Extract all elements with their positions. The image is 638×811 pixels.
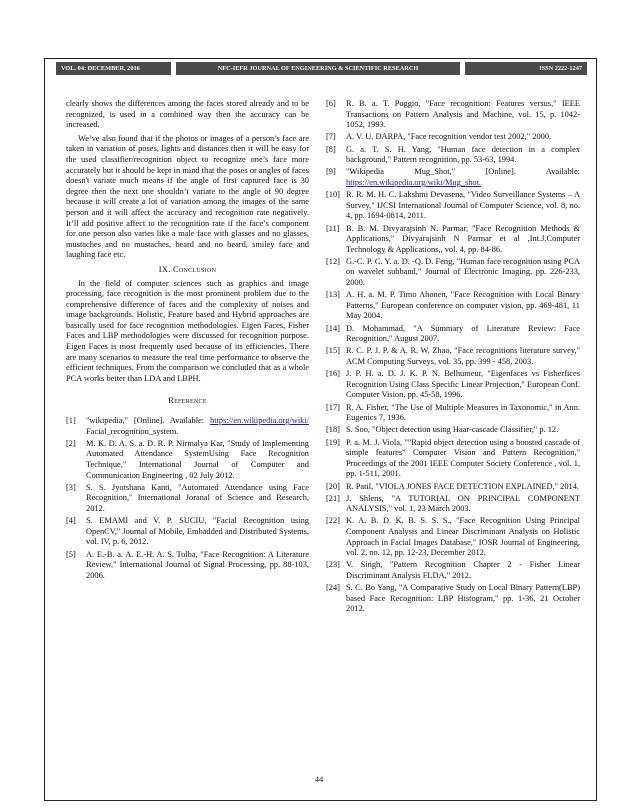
reference-citation: "Wikipedia Mug_Shot," [Online]. Available: (346, 167, 580, 177)
reference-item (326, 425, 580, 436)
reference-citation: B. B. M. Divyarajsinh N. Parmar, "Face Recognition Methods & Applications," Divyarajsinh N Parmar et al ,Int.J.Computer Technology & Applications,, vol. 4, pp. 84-86. (346, 223, 580, 254)
section-heading-reference: Reference (168, 396, 207, 406)
reference-citation: M. K. D. A. S. a. D. R. P. Nirmalya Kar, "Study of Implementing Automated Attendance SystemUsing Face Recognition Technique," International Journal of Computer and Communication Engineering , 02 July 2012. (86, 438, 309, 480)
reference-citation: S. EMAMI and V. P. SUCIU, "Facial Recognition using OpenCV," Journal of Mobile, Embadded and Distributed Systems, vol. IV, p. 6, 2012. (86, 516, 309, 547)
reference-text (346, 560, 580, 581)
reference-item (326, 583, 580, 615)
page-number: 44 (314, 775, 324, 784)
reference-text (86, 550, 309, 582)
reference-citation: A. V. U. DARPA, "Face recognition vendor test 2002," 2000. (346, 132, 552, 142)
reference-number: [17] (326, 402, 340, 412)
reference-citation: V. Singh, "Pattern Recognition Chapter 2 - Fisher Linear Discriminant Analysis FLDA," 2012. (346, 560, 580, 581)
reference-link[interactable]: https://en.wikipedia.org/wiki/ (210, 416, 309, 426)
reference-item (326, 346, 580, 367)
reference-citation: J. Shlens, "A TUTORIAL ON PRINCIPAL COMPONENT ANALYSIS," vol. 1, 23 March 2003. (346, 493, 580, 514)
conclusion-paragraph: In the field of computer sciences such as graphics and image processing, face recognition is the most prominent problem due to the comprehensive difference of faces and the complexity of noises and image backgrounds. Holistic, Feature based and Hybrid approaches are basically used for face recognition methodologies. Eigen Faces, Fisher Faces and LBP methodologies were discussed for recognition purpose. Eigen Faces is most frequently used because of its efficiencies. There are many scenarios to measure the real time performance to observe the efficient techniques. From the comparison we concluded that as a whole PCA works better than LDA and LBPH. (66, 278, 309, 383)
reference-item (326, 516, 580, 558)
reference-citation: A. E.-B. a. A. E.-H. A. S. Tolba, "Face Recognition: A Literature Review," International Journal of Signal Processing, pp. 88-103, 2006. (86, 549, 309, 580)
reference-citation: S. S. Jyotshana Kanti, "Automated Attendance using Face Recognition," International Joranal of Science and Research, 2012. (86, 482, 309, 513)
reference-item (326, 438, 580, 480)
reference-number: [13] (326, 290, 340, 300)
reference-text (346, 132, 580, 143)
reference-number: [20] (326, 481, 340, 491)
reference-item (326, 167, 580, 188)
reference-text (346, 324, 580, 345)
reference-number: [4] (66, 516, 76, 526)
reference-text (346, 482, 580, 493)
reference-item (326, 145, 580, 166)
reference-number: [8] (326, 144, 336, 154)
reference-number: [6] (326, 99, 336, 108)
reference-number: [3] (66, 482, 76, 492)
reference-item (326, 224, 580, 256)
reference-number: [9] (326, 167, 336, 177)
reference-item (66, 416, 309, 437)
reference-text (346, 583, 580, 615)
reference-text (86, 516, 309, 548)
reference-citation: R. A. Fisher, "The Use of Multiple Measures in Taxonomic," in Ann. Eugenics 7, 1936. (346, 402, 580, 423)
reference-citation: G. a. T. S. H. Yang, "Human face detection in a complex background," Pattern recognition, pp. 53-63, 1994. (346, 144, 580, 165)
reference-item (326, 482, 580, 493)
reference-text (346, 290, 580, 322)
reference-number: [22] (326, 516, 340, 526)
reference-text (346, 346, 580, 367)
reference-item (326, 99, 580, 131)
reference-number: [24] (326, 583, 340, 593)
reference-item (326, 132, 580, 143)
reference-number: [2] (66, 438, 76, 448)
reference-text (86, 416, 309, 437)
left-column (66, 99, 309, 583)
reference-text (346, 516, 580, 558)
reference-text (346, 369, 580, 401)
reference-item (326, 403, 580, 424)
section-heading-conclusion: IX. Conclusion (158, 264, 217, 274)
reference-citation: D. Mohammad, "A Summary of Literature Review: Face Recognition," August 2007. (346, 323, 580, 344)
reference-number: [21] (326, 493, 340, 503)
reference-list-left (66, 416, 309, 581)
reference-text (346, 99, 580, 131)
reference-item (326, 290, 580, 322)
reference-text (346, 438, 580, 480)
reference-item (326, 257, 580, 289)
reference-number: [5] (66, 549, 76, 559)
reference-text (346, 145, 580, 166)
reference-item (66, 483, 309, 515)
reference-text (346, 257, 580, 289)
header-journal-title: NFC-IEFR JOURNAL OF ENGINEERING & SCIENTIFIC RESEARCH (176, 62, 460, 75)
reference-citation: S. C. Bo Yang, "A Comparative Study on Local Binary Pattern(LBP) based Face Recognition: LBP Histogram," pp. 1-36, 21 October 2012. (346, 583, 580, 614)
reference-text (346, 494, 580, 515)
reference-text (346, 224, 580, 256)
reference-link[interactable]: https://en.wikipedia.org/wiki/Mug_shot. (346, 177, 482, 187)
reference-item (326, 369, 580, 401)
reference-number: [11] (326, 223, 340, 233)
reference-citation: P. a. M. J. Viola, ""Rapid object detection using a boosted cascade of simple features" Computer Vision and Pattern Recognition," Proceedings of the 2001 IEEE Computer Society Conference , vol. 1, pp. 1-511, 2001. (346, 437, 580, 479)
reference-citation: "wikipedia," [Online]. Available: (86, 416, 211, 426)
reference-text (346, 403, 580, 424)
reference-number: [18] (326, 425, 340, 435)
reference-citation: R. Patil, "VIOLA JONES FACE DETECTION EXPLAINED," 2014. (346, 481, 580, 491)
reference-citation-tail: Facial_recognition_system. (86, 426, 179, 436)
reference-item (66, 439, 309, 481)
body-paragraph: We’ve also found that if the photos or images of a person’s face are taken in variation of poses, lights and distances then it will be easy for the used classifier/recognition object to recognize one’s face more accurately but it should be kept in mind that the poses or angles of faces doesn't variate much means if the angle of first captured face is 30 degree then the next one shouldn’t variate to the angle of 90 degree because it will create a lot of variation among the images of the same person and it will affect the accuracy and recognition rate negatively. It’ll add positive affect to the recognition rate if the face’s component for one person also varies like a male face with glasses and no glasses, mustaches and no mustaches, beard and no beard, smiley face and laughing face etc. (66, 133, 309, 260)
reference-item (326, 560, 580, 581)
reference-text (86, 439, 309, 481)
body-paragraph: clearly shows the differences among the faces stored already and to be recognized, is used in a combined way then the accuracy can be increased. (66, 99, 309, 130)
reference-number: [15] (326, 346, 340, 356)
reference-item (326, 324, 580, 345)
reference-number: [10] (326, 190, 340, 200)
reference-item (326, 190, 580, 222)
reference-text (346, 425, 580, 436)
reference-text (86, 483, 309, 515)
right-column (326, 99, 580, 617)
reference-citation: A. H. a. M. P. Timo Ahonen, "Face Recognition with Local Binary Patterns," European conference on computer vision, pp. 469-481, 11 May 2004. (346, 290, 580, 321)
reference-citation: S. Soo, "Object detection using Haar-cascade Classifier," p. 12. (346, 425, 559, 435)
reference-citation: R. C. P. J. P. & A. R. W. Zhao, "Face recognitions literature survey," ACM Computing Surveys, vol. 35, pp. 399 - 458, 2003. (346, 346, 580, 366)
reference-number: [16] (326, 369, 340, 379)
reference-citation: J. P. H. a. D. J. K. P. N. Belhumeur, "Eigenfaces vs Fisherfices Recognition Using Class Specific Linear Projection," European Conf. Computer Vision, pp. 45-58, 1996. (346, 369, 580, 400)
reference-number: [7] (326, 132, 336, 142)
reference-number: [12] (326, 256, 340, 266)
reference-item (66, 550, 309, 582)
journal-header (56, 62, 587, 75)
reference-citation: G.-C. P. C. Y. a. D. -Q. D. Feng, "Human face recognition using PCA on wavelet subband," Journal of Electronic Imaging, pp. 226-233, 2000. (346, 256, 580, 288)
reference-text (346, 190, 580, 222)
reference-number: [19] (326, 437, 340, 447)
reference-citation: R. B. a. T. Poggio, "Face recognition: Features versus," IEEE Transactions on Pattern Analysis and Machine, vol. 15, p. 1042- 1052, 1993. (346, 99, 580, 130)
reference-number: [23] (326, 560, 340, 570)
reference-item (66, 516, 309, 548)
reference-number: [14] (326, 323, 340, 333)
reference-item (326, 494, 580, 515)
reference-list-right (326, 99, 580, 615)
header-volume: VOL. 04: DECEMBER, 2016 (56, 62, 171, 75)
header-issn: ISSN 2222-1247 (465, 62, 587, 75)
reference-number: [1] (66, 416, 76, 426)
reference-citation: R. R. M. H. C. Lakshmi Devasena, "Video Surveillance Systems – A Survey," IJCSI International Journal of Computer Science, vol. 8, no. 4, pp. 1694-0814, 2011. (346, 190, 580, 221)
reference-citation: K. A. B. D. K. B. S. S. S., "Face Recognition Using Principal Component Analysis and Linear Discriminant Analysis on Holistic Approach in Facial Images Database," IOSR Journal of Engineering, vol. 2, no. 12, pp. 12-23, December 2012. (346, 516, 580, 558)
reference-text (346, 167, 580, 188)
